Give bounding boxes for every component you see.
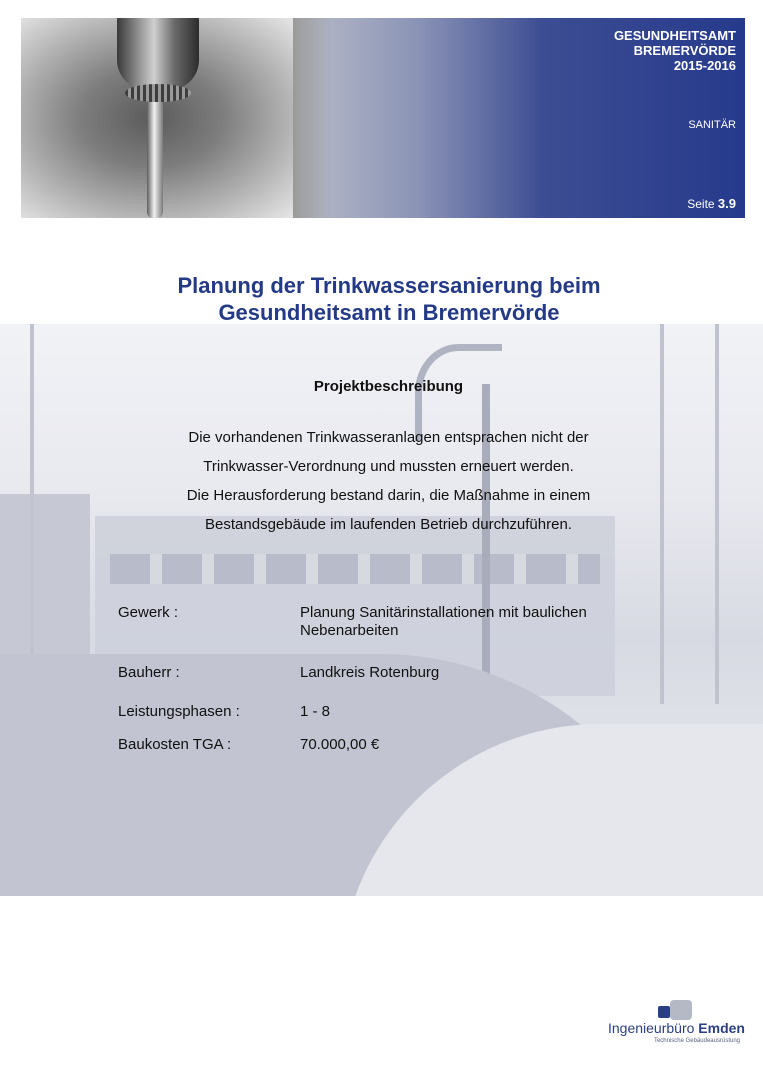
logo-name-regular: Ingenieurbüro <box>608 1020 695 1036</box>
fact-row-gewerk <box>118 604 658 664</box>
header-banner <box>21 18 745 218</box>
faucet-photo <box>21 18 293 218</box>
project-description <box>130 423 647 539</box>
description-line: Die Herausforderung bestand darin, die Maßnahme in einem <box>186 487 591 504</box>
faucet-icon <box>117 18 199 90</box>
fact-value: 70.000,00 € <box>300 736 380 753</box>
bg-windows <box>110 554 600 584</box>
page-number-value: 3.9 <box>717 196 736 211</box>
logo-mark-gray <box>670 1000 692 1020</box>
water-stream <box>147 102 163 218</box>
fact-value: Landkreis Rotenburg <box>300 664 440 681</box>
logo-mark-blue <box>658 1006 670 1018</box>
fact-row-bauherr <box>118 664 658 703</box>
title-line-1: Planung der Trinkwassersanierung beim <box>177 273 601 298</box>
header-title <box>614 28 736 73</box>
company-logo <box>608 998 748 1050</box>
fact-row-leistungsphasen <box>118 703 658 736</box>
fact-label: Bauherr : <box>118 664 180 681</box>
section-heading: Projektbeschreibung <box>313 378 464 395</box>
fact-label: Leistungsphasen : <box>118 703 240 720</box>
logo-name-bold: Emden <box>698 1020 745 1036</box>
page-label: Seite <box>687 197 715 211</box>
page-number <box>687 196 736 211</box>
fact-value: 1 - 8 <box>300 703 331 720</box>
fact-value: Planung Sanitärinstallationen mit baulichen Nebenarbeiten <box>300 604 587 639</box>
logo-tagline: Technische Gebäudeausrüstung <box>653 1038 740 1044</box>
fact-label: Baukosten TGA : <box>118 736 232 753</box>
faucet-aerator <box>125 84 191 102</box>
project-facts <box>118 604 658 766</box>
logo-name <box>608 1020 745 1036</box>
description-line: Die vorhandenen Trinkwasseranlagen entsprachen nicht der <box>188 429 589 446</box>
description-line: Trinkwasser-Verordnung und mussten erneuert werden. <box>203 458 574 475</box>
photo-fade <box>293 18 333 218</box>
header-line-3: 2015-2016 <box>673 58 736 73</box>
header-line-2: BREMERVÖRDE <box>633 43 736 58</box>
description-line: Bestandsgebäude im laufenden Betrieb durchzuführen. <box>205 516 572 533</box>
fact-label: Gewerk : <box>118 604 179 621</box>
header-line-1: GESUNDHEITSAMT <box>613 28 736 43</box>
fact-row-baukosten <box>118 736 658 766</box>
category-label: SANITÄR <box>688 119 736 131</box>
title-line-2: Gesundheitsamt in Bremervörde <box>218 300 560 325</box>
page-title <box>100 272 678 326</box>
